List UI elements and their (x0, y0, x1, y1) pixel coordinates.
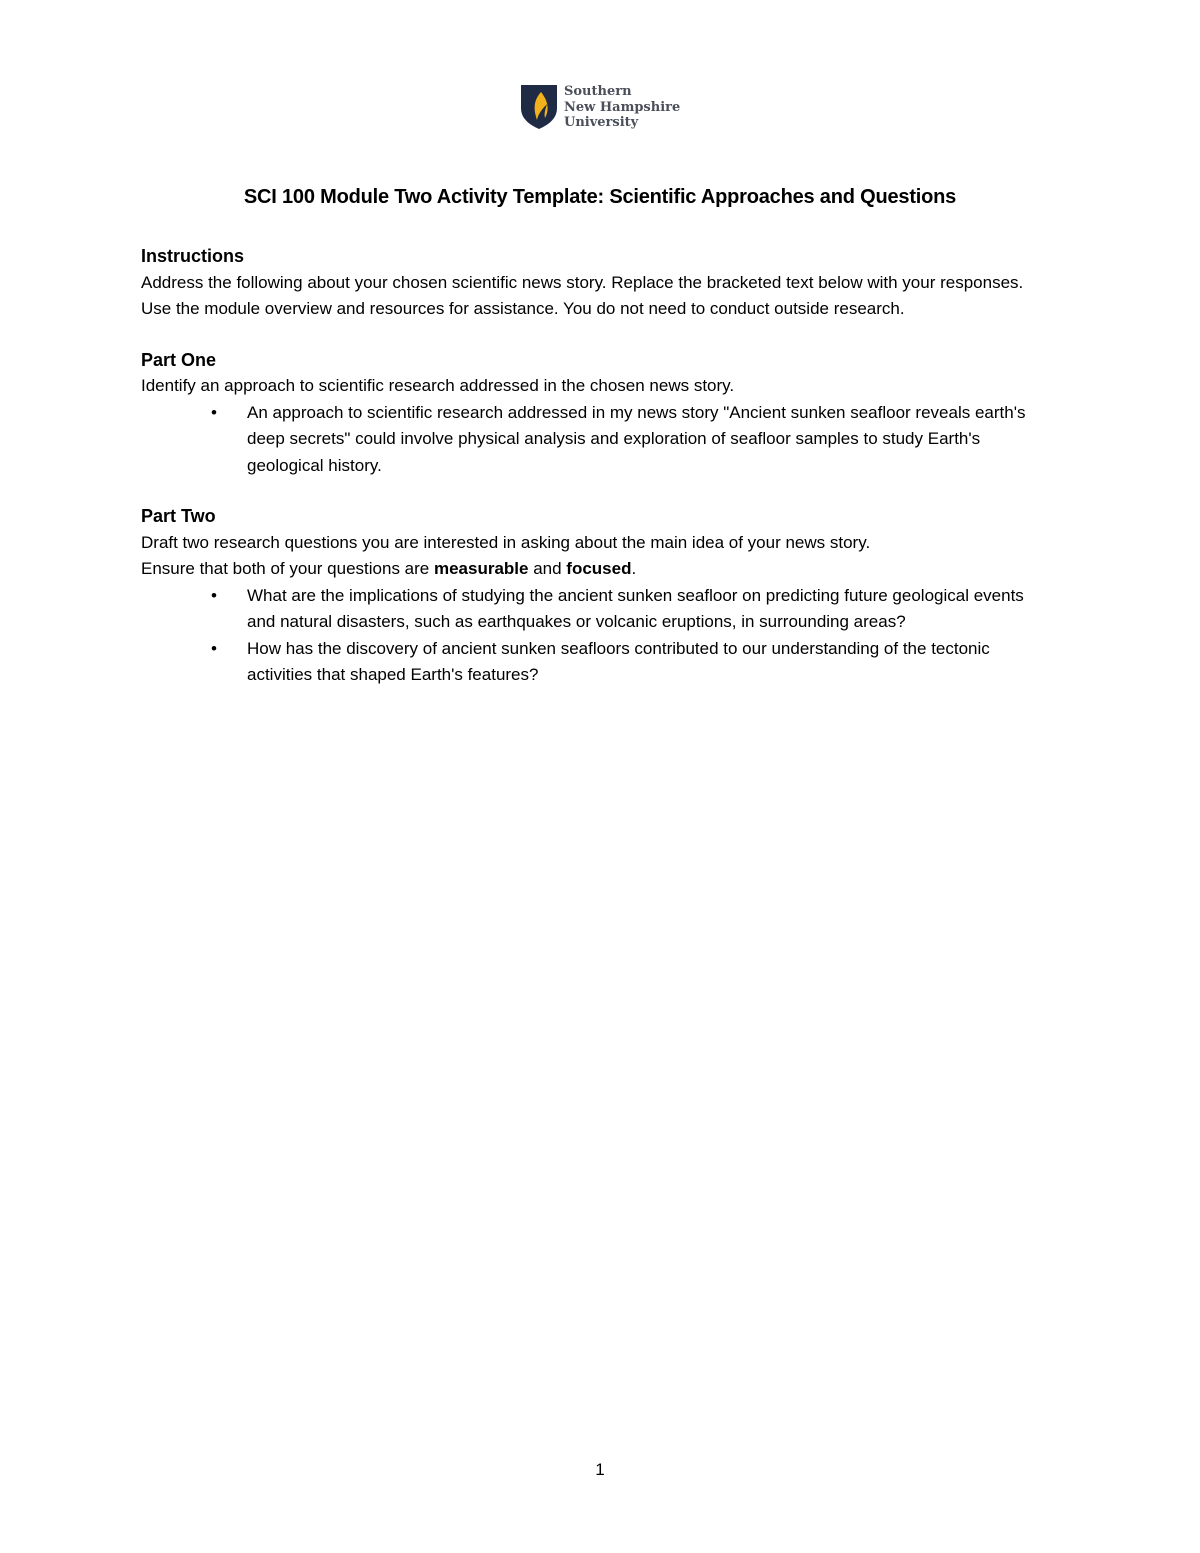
shield-flame-icon (520, 84, 558, 130)
bullet-icon: • (211, 585, 217, 605)
research-question-2: How has the discovery of ancient sunken seafloors contributed to our understanding of the tectonic activities that shaped Earth's features? (247, 638, 990, 684)
part-two-prompt-line-1: Draft two research questions you are interested in asking about the main idea of your news story. (141, 532, 871, 552)
part-two-bullet-list (141, 583, 1056, 689)
research-question-1: What are the implications of studying the ancient sunken seafloor on predicting future geological events and natural disasters, such as earthquakes or volcanic eruptions, in surrounding areas? (247, 585, 1024, 631)
instructions-text: Address the following about your chosen scientific news story. Replace the bracketed text below with your responses. Use the module overview and resources for assistance. You do not need to conduct outside research. (141, 272, 1024, 318)
part-one-heading: Part One (141, 349, 217, 370)
part-one-bullet-list (141, 400, 1056, 480)
prompt-period: . (631, 559, 637, 578)
bullet-icon: • (211, 638, 217, 658)
prompt-text: Ensure that both of your questions are (141, 559, 434, 578)
page-number: 1 (595, 1460, 605, 1479)
prompt-bold-focused: focused (566, 559, 632, 578)
part-one-prompt: Identify an approach to scientific research addressed in the chosen news story. (141, 376, 735, 395)
document-body (141, 243, 1056, 689)
part-one-answer: An approach to scientific research addressed in my news story "Ancient sunken seafloor reveals earth's deep secrets" could involve physical analysis and exploration of seafloor samples to study Earth's geological history. (247, 402, 1026, 475)
document-title: SCI 100 Module Two Activity Template: Scientific Approaches and Questions (243, 186, 957, 208)
list-item (141, 583, 1056, 636)
bullet-icon: • (211, 402, 217, 422)
logo-line-southern: Southern (564, 84, 632, 99)
prompt-text-and: and (528, 559, 567, 578)
list-item (141, 400, 1056, 480)
logo-wordmark (564, 84, 680, 131)
part-two-heading: Part Two (141, 506, 216, 526)
part-two-prompt-line-2 (141, 556, 1056, 583)
logo-line-new-hampshire: New Hampshire (564, 99, 681, 115)
list-item (141, 636, 1056, 689)
university-logo (520, 84, 680, 131)
prompt-bold-measurable: measurable (433, 559, 529, 578)
instructions-heading: Instructions (141, 246, 245, 266)
logo-line-university: University (564, 115, 639, 130)
